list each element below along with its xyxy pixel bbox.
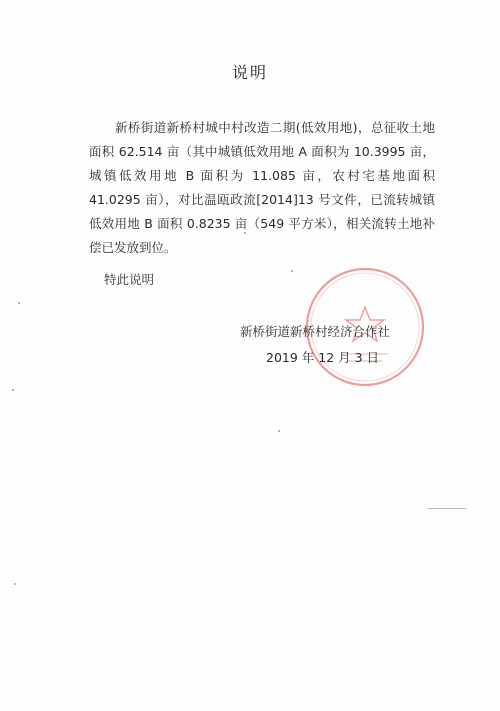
document-body: 新桥街道新桥村城中村改造二期(低效用地)，总征收土地面积 62.514 亩（其中城镇低效用地 A 面积为 10.3995 亩，城镇低效用地 B 面积为 11.085 亩，农村宅基地面积 41.0295 亩），对比温瓯政流[2014]13 号文件，已流转城镇低效用地 B 面积 0.8235 亩（549 平方米），相关流转土地补偿已发放到位。 <box>89 120 435 255</box>
document-title: 说明 <box>231 63 268 82</box>
signature-date: 2019 年 12 月 3 日 <box>266 350 380 365</box>
scan-speck <box>278 430 280 432</box>
scan-speck <box>12 389 14 391</box>
scan-speck <box>18 302 20 304</box>
scan-speck <box>291 270 293 272</box>
scan-speck <box>244 232 246 234</box>
scan-mark <box>428 508 466 509</box>
signature-organization: 新桥街道新桥村经济合作社 <box>240 324 391 339</box>
closing-phrase: 特此说明 <box>104 272 155 287</box>
scan-speck <box>14 583 16 585</box>
